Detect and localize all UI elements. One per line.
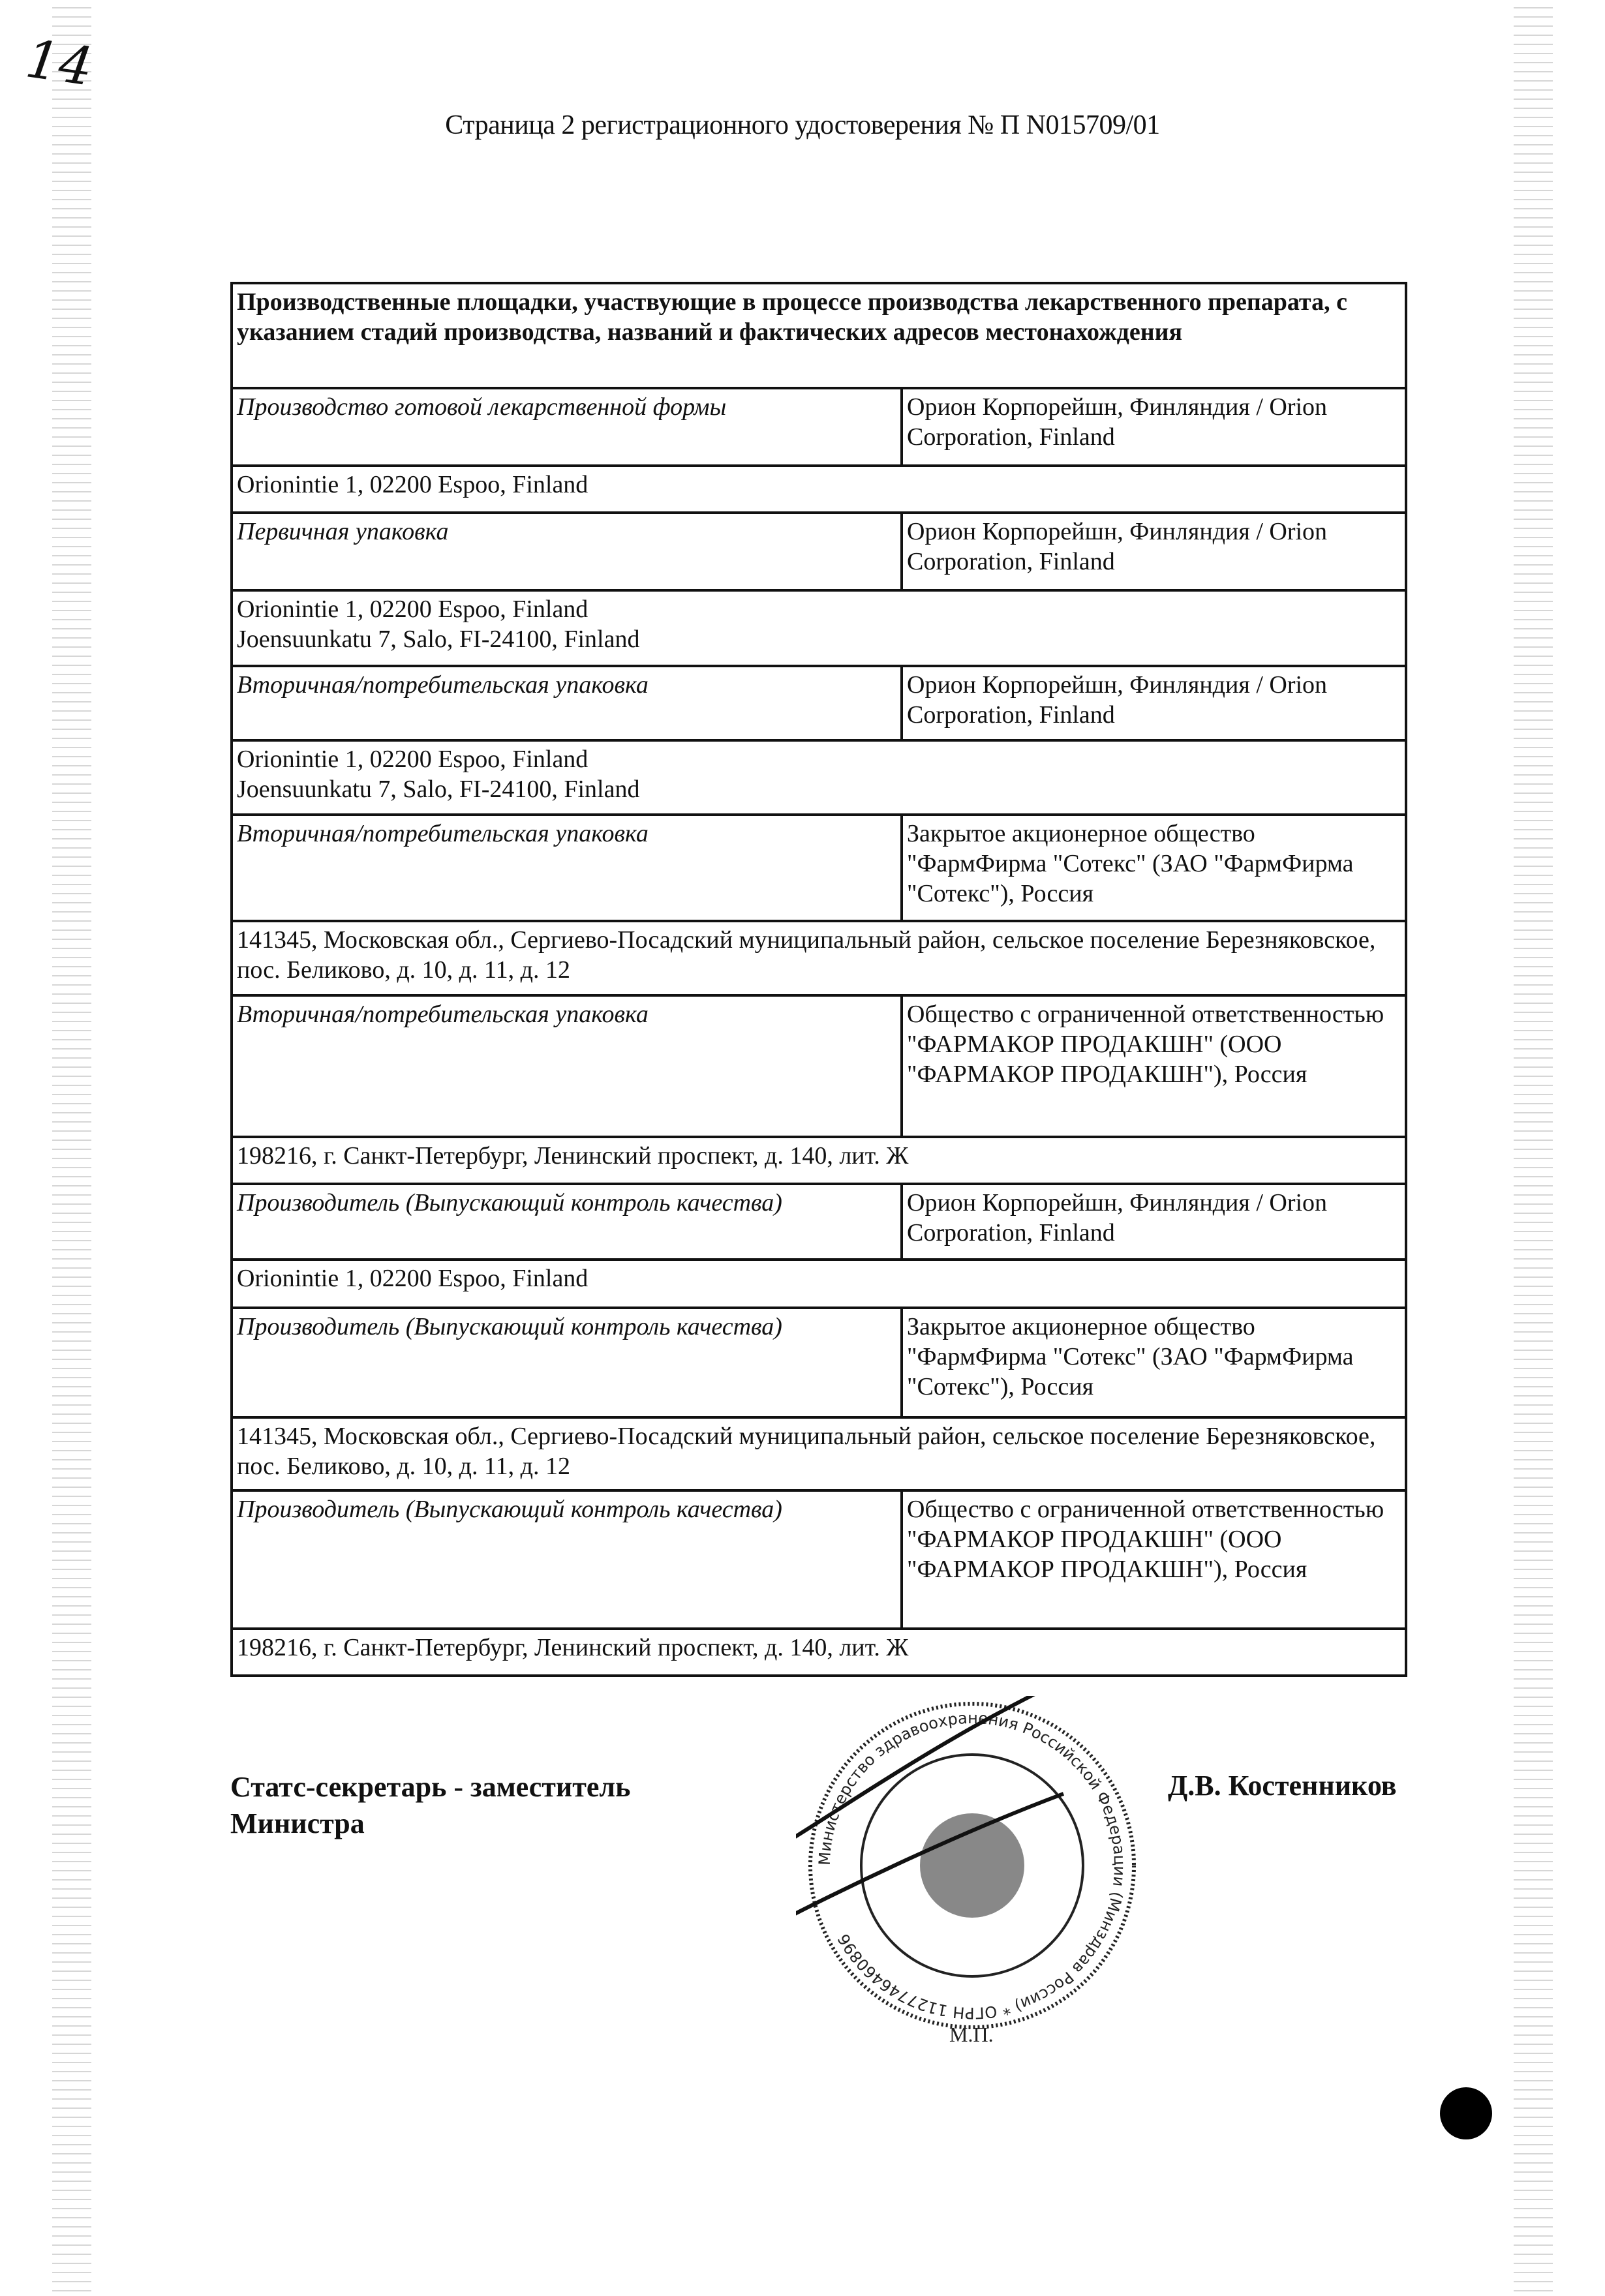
address-cell <box>232 1137 1406 1184</box>
address-cell <box>232 590 1406 666</box>
address-row <box>232 1417 1406 1490</box>
stamp-text: Министерство здравоохранения Российской Федерации (Минздрав России) * ОГРН 1127746460896 <box>815 1708 1129 2023</box>
page-title: Страница 2 регистрационного удостоверения № П N015709/01 <box>445 110 1160 140</box>
stage-row <box>232 1308 1406 1417</box>
company-cell: Общество с ограниченной ответственностью "ФАРМАКОР ПРОДАКШН" (ООО "ФАРМАКОР ПРОДАКШН"), Россия <box>902 1490 1406 1629</box>
company-cell: Орион Корпорейшн, Финляндия / Orion Corporation, Finland <box>902 1184 1406 1260</box>
stage-cell: Производитель (Выпускающий контроль качества) <box>232 1184 902 1260</box>
address-row <box>232 466 1406 513</box>
stage-row <box>232 666 1406 740</box>
production-sites-table <box>230 282 1407 1677</box>
stage-row <box>232 513 1406 590</box>
address-line: Joensuunkatu 7, Salo, FI-24100, Finland <box>237 776 640 803</box>
signatory-position <box>230 1769 630 1842</box>
address-cell <box>232 921 1406 995</box>
stage-cell: Производство готовой лекарственной формы <box>232 388 902 466</box>
stage-row <box>232 995 1406 1137</box>
company-cell: Орион Корпорейшн, Финляндия / Orion Corporation, Finland <box>902 513 1406 590</box>
address-cell <box>232 1260 1406 1308</box>
address-row <box>232 740 1406 815</box>
handwritten-page-number: 14 <box>22 28 97 98</box>
signatory-name: Д.В. Костенников <box>1168 1770 1397 1802</box>
address-cell <box>232 1629 1406 1676</box>
address-line: Joensuunkatu 7, Salo, FI-24100, Finland <box>237 626 640 653</box>
address-cell <box>232 1417 1406 1490</box>
stage-cell: Вторичная/потребительская упаковка <box>232 815 902 921</box>
address-line: Orionintie 1, 02200 Espoo, Finland <box>237 596 588 623</box>
company-cell: Общество с ограниченной ответственностью "ФАРМАКОР ПРОДАКШН" (ООО "ФАРМАКОР ПРОДАКШН"), Россия <box>902 995 1406 1137</box>
address-row <box>232 1629 1406 1676</box>
address-line: Orionintie 1, 02200 Espoo, Finland <box>237 746 588 773</box>
stage-cell: Производитель (Выпускающий контроль качества) <box>232 1490 902 1629</box>
address-line: 198216, г. Санкт-Петербург, Ленинский проспект, д. 140, лит. Ж <box>237 1142 909 1170</box>
stage-cell: Вторичная/потребительская упаковка <box>232 995 902 1137</box>
address-line: Orionintie 1, 02200 Espoo, Finland <box>237 1265 588 1292</box>
company-cell: Закрытое акционерное общество "ФармФирма "Сотекс" (ЗАО "ФармФирма "Сотекс"), Россия <box>902 815 1406 921</box>
stage-row <box>232 815 1406 921</box>
stage-cell: Вторичная/потребительская упаковка <box>232 666 902 740</box>
position-line-2: Министра <box>230 1807 365 1839</box>
position-line-1: Статс-секретарь - заместитель <box>230 1771 631 1803</box>
address-row <box>232 590 1406 666</box>
stage-row <box>232 1184 1406 1260</box>
stage-row <box>232 388 1406 466</box>
official-stamp <box>796 1696 1148 2048</box>
address-cell <box>232 466 1406 513</box>
scan-border-right <box>1514 0 1553 2296</box>
company-cell: Орион Корпорейшн, Финляндия / Orion Corporation, Finland <box>902 666 1406 740</box>
address-row <box>232 1260 1406 1308</box>
company-cell: Орион Корпорейшн, Финляндия / Orion Corporation, Finland <box>902 388 1406 466</box>
address-line: 141345, Московская обл., Сергиево-Посадский муниципальный район, сельское поселение Березняковское, пос. Беликово, д. 10, д. 11, д. 12 <box>237 1423 1376 1480</box>
address-row <box>232 921 1406 995</box>
address-line: 141345, Московская обл., Сергиево-Посадский муниципальный район, сельское поселение Березняковское, пос. Беликово, д. 10, д. 11, д. 12 <box>237 926 1376 984</box>
punch-hole-mark <box>1440 2087 1492 2139</box>
address-line: 198216, г. Санкт-Петербург, Ленинский проспект, д. 140, лит. Ж <box>237 1634 909 1661</box>
company-cell: Закрытое акционерное общество "ФармФирма "Сотекс" (ЗАО "ФармФирма "Сотекс"), Россия <box>902 1308 1406 1417</box>
stage-row <box>232 1490 1406 1629</box>
stamp-mp: М.П. <box>949 2023 994 2046</box>
address-cell <box>232 740 1406 815</box>
stage-cell: Первичная упаковка <box>232 513 902 590</box>
table-header: Производственные площадки, участвующие в процессе производства лекарственного препарата, с указанием стадий производства, названий и фактических адресов местонахождения <box>232 283 1406 388</box>
address-line: Orionintie 1, 02200 Espoo, Finland <box>237 471 588 498</box>
stage-cell: Производитель (Выпускающий контроль качества) <box>232 1308 902 1417</box>
scan-border-left <box>52 0 91 2296</box>
address-row <box>232 1137 1406 1184</box>
